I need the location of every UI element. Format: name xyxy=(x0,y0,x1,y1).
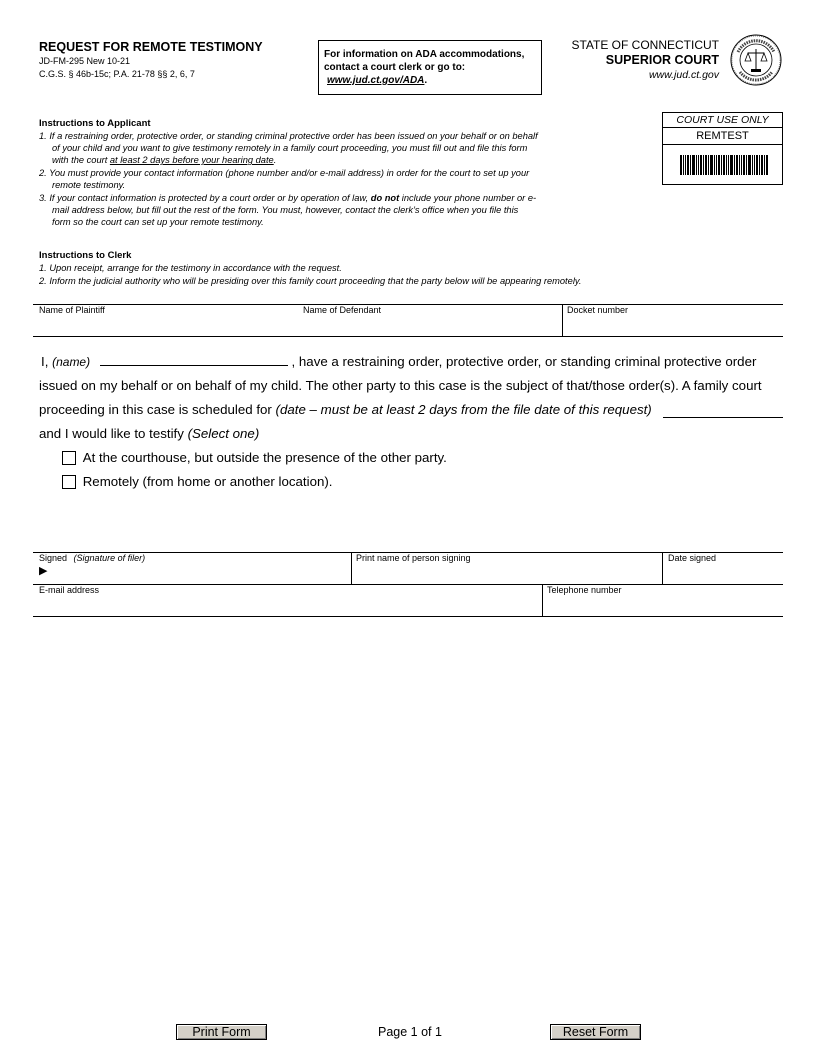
case-row-bottom-rule xyxy=(33,336,783,337)
barcode-icon xyxy=(680,155,770,175)
email-field[interactable]: E-mail address xyxy=(39,585,100,595)
name-input[interactable] xyxy=(100,365,288,366)
option-remote-label: Remotely (from home or another location). xyxy=(82,474,333,489)
clerk-instructions xyxy=(39,250,739,287)
signature-arrow-icon: ▶ xyxy=(39,565,48,577)
option-remote[interactable] xyxy=(62,474,333,489)
courthouse-checkbox[interactable] xyxy=(62,451,76,465)
form-title: REQUEST FOR REMOTE TESTIMONY xyxy=(39,40,263,54)
signature-divider-2 xyxy=(662,552,663,585)
court-use-box xyxy=(662,112,783,185)
ada-line-1: For information on ADA accommodations, xyxy=(324,49,525,60)
court-heading xyxy=(571,38,719,81)
date-signed-field[interactable]: Date signed xyxy=(668,553,717,563)
clerk-instruction-1: 1. Upon receipt, arrange for the testimony in accordance with the request. xyxy=(39,263,342,273)
applicant-instruction-3: 3. If your contact information is protected by a court order or by operation of law, do not include your phone number or e-mail address below, but fill out the rest of the form. You must, however, contact the clerk’s office when you file this form so the court can set up your remote testimony. xyxy=(39,193,537,227)
print-name-field[interactable]: Print name of person signing xyxy=(356,553,471,563)
ada-info-box xyxy=(318,40,542,95)
print-form-button[interactable]: Print Form xyxy=(176,1024,267,1040)
hearing-date-input[interactable] xyxy=(663,417,783,418)
court-use-code: REMTEST xyxy=(663,128,782,145)
page-number: Page 1 of 1 xyxy=(378,1025,442,1039)
ada-link[interactable]: www.jud.ct.gov/ADA xyxy=(327,75,425,86)
ada-period: . xyxy=(424,75,428,86)
applicant-instruction-2: 2. You must provide your contact information (phone number and/or e-mail address) in order for the court to set up your remote testimony. xyxy=(39,168,530,190)
signature-bottom-rule xyxy=(33,616,783,617)
court-website: www.jud.ct.gov xyxy=(648,69,719,81)
form-number: JD-FM-295 New 10-21 xyxy=(39,56,131,66)
clerk-instruction-2: 2. Inform the judicial authority who will be presiding over this family court proceeding that the party below will be appearing remotely. xyxy=(39,276,582,286)
statement-line-1: I, (name) , have a restraining order, protective order, or standing criminal protective order xyxy=(41,354,757,369)
applicant-instructions xyxy=(39,118,539,228)
reset-form-button[interactable]: Reset Form xyxy=(550,1024,641,1040)
remote-checkbox[interactable] xyxy=(62,475,76,489)
state-name: STATE OF CONNECTICUT xyxy=(571,38,719,52)
option-courthouse[interactable] xyxy=(62,450,447,465)
ada-line-2: contact a court clerk or go to: xyxy=(324,62,466,73)
plaintiff-name-field[interactable]: Name of Plaintiff xyxy=(39,305,105,315)
applicant-instructions-heading: Instructions to Applicant xyxy=(39,118,151,129)
signature-field[interactable]: Signed (Signature of filer) ▶ xyxy=(39,553,344,583)
court-name: SUPERIOR COURT xyxy=(605,53,719,67)
option-courthouse-label: At the courthouse, but outside the presence of the other party. xyxy=(82,450,447,465)
case-row-divider xyxy=(562,304,563,337)
clerk-instructions-heading: Instructions to Clerk xyxy=(39,250,132,261)
statute-reference: C.G.S. § 46b-15c; P.A. 21-78 §§ 2, 6, 7 xyxy=(39,69,195,79)
applicant-instruction-1: 1. If a restraining order, protective order, or standing criminal protective order has been issued on your behalf or on behalf of your child and you want to give testimony remotely in a family court proceeding, you must fill out and file this form with the court at least 2 days before your hearing date. xyxy=(39,131,538,165)
defendant-name-field[interactable]: Name of Defendant xyxy=(303,305,382,315)
docket-number-field[interactable]: Docket number xyxy=(567,305,629,315)
contact-divider xyxy=(542,584,543,617)
statement-line-3: proceeding in this case is scheduled for (date – must be at least 2 days from the file date of this request) xyxy=(39,402,652,417)
statement-line-2: issued on my behalf or on behalf of my child. The other party to this case is the subject of that/those order(s). A family court xyxy=(39,378,762,393)
state-seal-icon xyxy=(730,34,782,86)
statement-line-4: and I would like to testify (Select one) xyxy=(39,426,260,441)
telephone-field[interactable]: Telephone number xyxy=(547,585,622,595)
court-use-label: COURT USE ONLY xyxy=(663,113,782,128)
signature-divider-1 xyxy=(351,552,352,585)
